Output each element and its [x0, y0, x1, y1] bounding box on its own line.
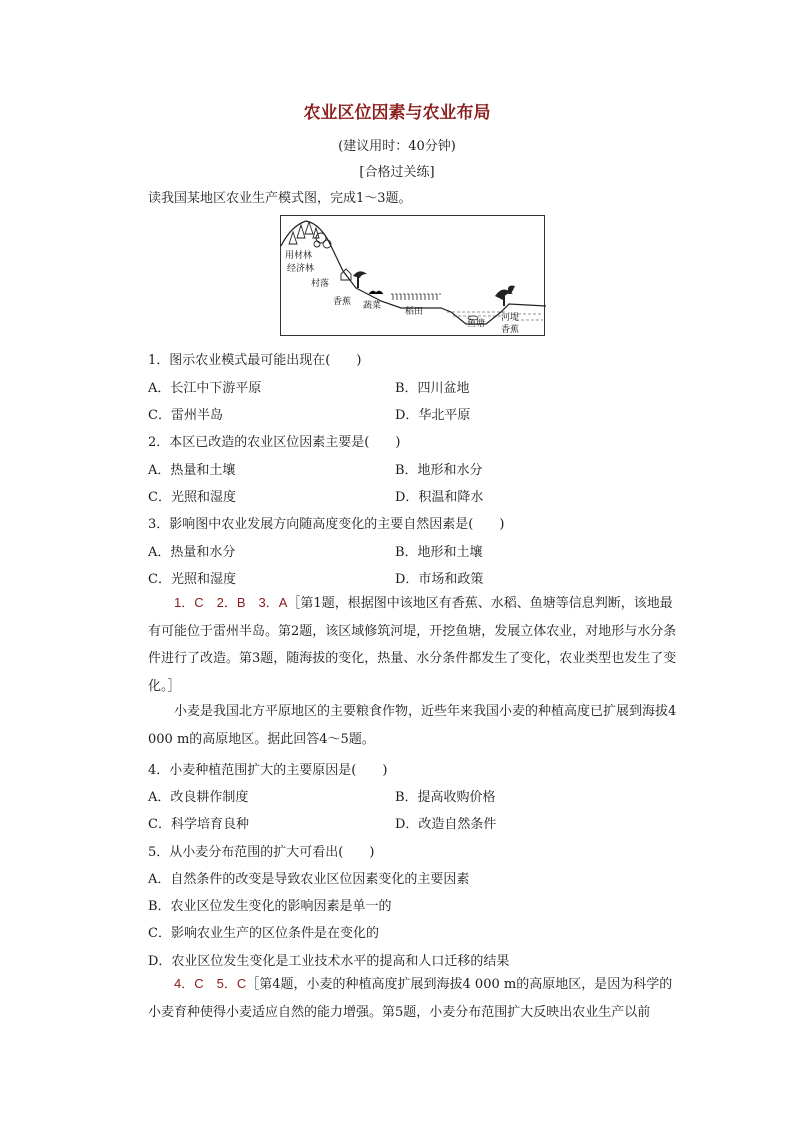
q3-option-b: B．地形和土壤 [395, 545, 483, 560]
label-banana: 香蕉 [333, 297, 352, 307]
q1-option-a: A．长江中下游平原 [148, 381, 262, 396]
label-fish-pond: 鱼塘 [467, 319, 486, 329]
answer-explanation-1-3: ［第1题，根据图中该地区有香蕉、水稻、鱼塘等信息判断，该地最有可能位于雷州半岛。第2题，该区域修筑河堤，开挖鱼塘，发展立体农业，对地形与水分条件进行了改造。第3题，随海拔的变化，热量、水分条件都发生了变化，农业类型也发生了变化。］ [148, 596, 677, 694]
q1-option-b: B．四川盆地 [395, 381, 470, 396]
label-village: 村落 [311, 279, 330, 289]
label-paddy: 稻田 [405, 307, 424, 317]
figure-drawing [281, 216, 546, 337]
q1-option-c: C．雷州半岛 [148, 408, 223, 423]
q3-option-d: D．市场和政策 [395, 572, 484, 587]
label-vegetables: 蔬菜 [363, 301, 382, 311]
q5-option-a: A．自然条件的改变是导致农业区位因素变化的主要因素 [148, 872, 470, 887]
agriculture-model-figure [280, 215, 545, 336]
q5-option-d: D．农业区位发生变化是工业技术水平的提高和人口迁移的结果 [148, 954, 510, 969]
question-2: 2．本区已改造的农业区位因素主要是( ) [148, 435, 401, 450]
q2-option-a: A．热量和土壤 [148, 463, 236, 478]
question-4: 4．小麦种植范围扩大的主要原因是( ) [148, 763, 388, 778]
q5-option-b: B．农业区位发生变化的影响因素是单一的 [148, 899, 392, 914]
suggested-time: (建议用时：40分钟) [338, 139, 456, 154]
q1-option-d: D．华北平原 [395, 408, 471, 423]
section-heading: [合格过关练] [359, 165, 435, 180]
q2-option-b: B．地形和水分 [395, 463, 483, 478]
question-5: 5．从小麦分布范围的扩大可看出( ) [148, 845, 375, 860]
question-1: 1．图示农业模式最可能出现在( ) [148, 353, 362, 368]
q4-option-a: A．改良耕作制度 [148, 790, 249, 805]
q4-option-c: C．科学培育良种 [148, 817, 249, 832]
label-timber-forest: 用材林 [285, 251, 313, 261]
intro-4-5: 小麦是我国北方平原地区的主要粮食作物，近些年来我国小麦的种植高度已扩展到海拔4 000 m的高原地区。据此回答4～5题。 [148, 704, 677, 747]
answer-4-5 [148, 970, 683, 1026]
q5-option-c: C．影响农业生产的区位条件是在变化的 [148, 926, 379, 941]
q2-option-d: D．积温和降水 [395, 490, 484, 505]
q4-option-b: B．提高收购价格 [395, 790, 496, 805]
label-dike: 河堤 [501, 313, 520, 323]
answer-1-3 [148, 589, 683, 700]
intro-1-3: 读我国某地区农业生产模式图，完成1～3题。 [148, 191, 412, 206]
answer-keys-4-5: 4．C 5．C [174, 976, 247, 991]
page-title: 农业区位因素与农业布局 [303, 103, 491, 123]
q2-option-c: C．光照和湿度 [148, 490, 236, 505]
label-dike-banana: 香蕉 [501, 325, 520, 335]
q4-option-d: D．改造自然条件 [395, 817, 497, 832]
answer-keys-1-3: 1．C 2．B 3．A [174, 595, 288, 610]
question-3: 3．影响图中农业发展方向随高度变化的主要自然因素是( ) [148, 517, 505, 532]
answer-explanation-4-5: ［第4题，小麦的种植高度扩展到海拔4 000 m的高原地区，是因为科学的小麦育种使得小麦适应自然的能力增强。第5题，小麦分布范围扩大反映出农业生产以前 [148, 977, 673, 1020]
q3-option-a: A．热量和水分 [148, 545, 236, 560]
q3-option-c: C．光照和湿度 [148, 572, 236, 587]
label-economic-forest: 经济林 [287, 264, 315, 274]
